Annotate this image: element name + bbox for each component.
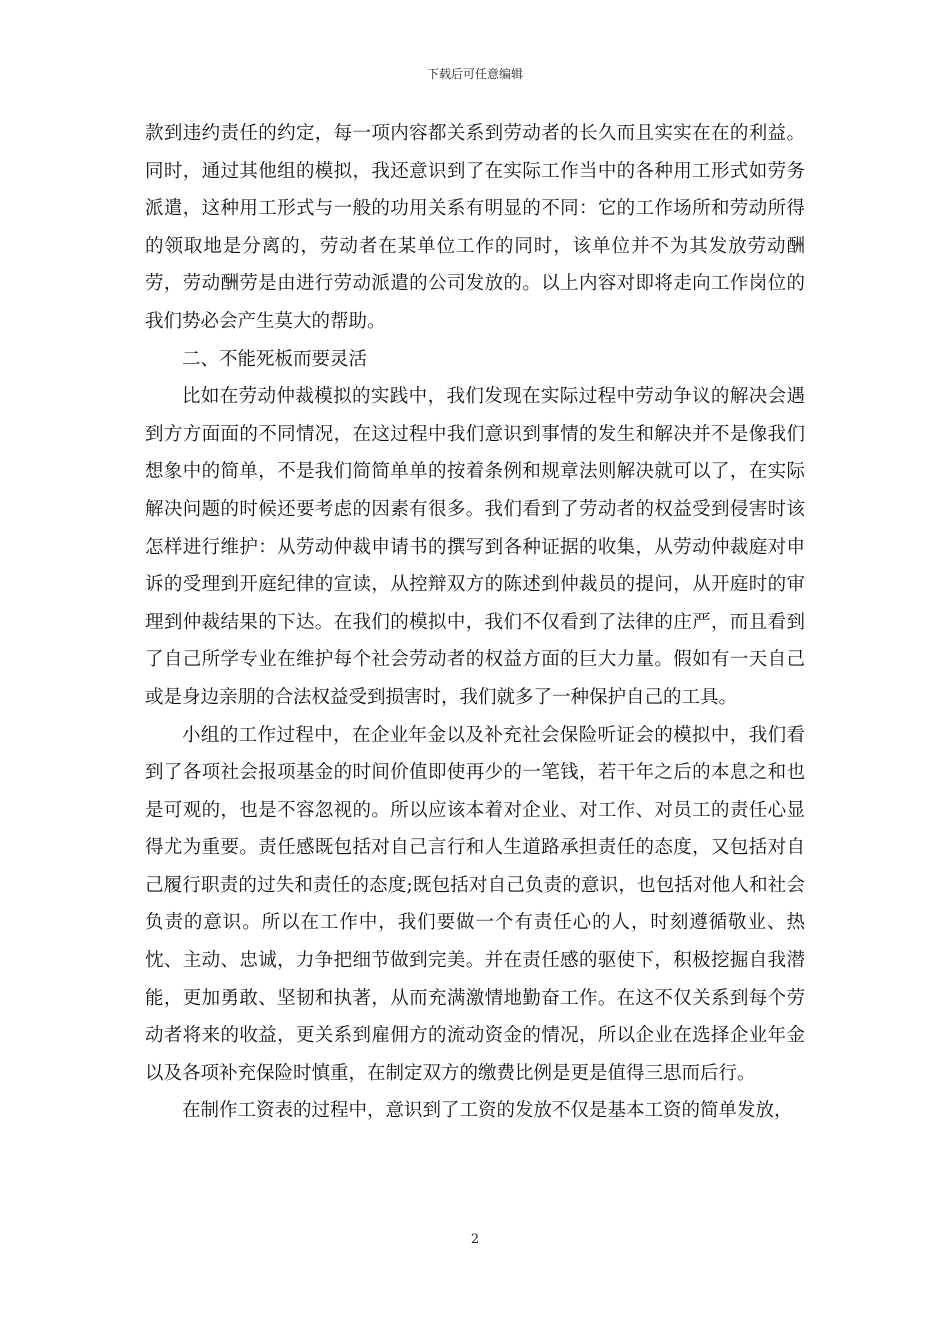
document-body: [145, 115, 805, 1130]
paragraph-1: 款到违约责任的约定，每一项内容都关系到劳动者的长久而且实实在在的利益。同时，通过其他组的模拟，我还意识到了在实际工作当中的各种用工形式如劳务派遣，这种用工形式与一般的功用关系有明显的不同：它的工作场所和劳动所得的领取地是分离的，劳动者在某单位工作的同时，该单位并不为其发放劳动酬劳，劳动酬劳是由进行劳动派遣的公司发放的。以上内容对即将走向工作岗位的我们势必会产生莫大的帮助。: [145, 123, 805, 332]
section-heading: 二、不能死板而要灵活: [182, 348, 368, 370]
paragraph-4: 在制作工资表的过程中，意识到了工资的发放不仅是基本工资的简单发放，: [182, 1100, 793, 1122]
page-header: [0, 66, 950, 82]
paragraph-2: 比如在劳动仲裁模拟的实践中，我们发现在实际过程中劳动争议的解决会遇到方方面面的不同情况，在这过程中我们意识到事情的发生和解决并不是像我们想象中的简单，不是我们简简单单的按着条例和规章法则解决就可以了，在实际解决问题的时候还要考虑的因素有很多。我们看到了劳动者的权益受到侵害时该怎样进行维护：从劳动仲裁申请书的撰写到各种证据的收集，从劳动仲裁庭对申诉的受理到开庭纪律的宣读，从控辩双方的陈述到仲裁员的提问，从开庭时的审理到仲裁结果的下达。在我们的模拟中，我们不仅看到了法律的庄严，而且看到了自己所学专业在维护每个社会劳动者的权益方面的巨大力量。假如有一天自己或是身边亲朋的合法权益受到损害时，我们就多了一种保护自己的工具。: [145, 386, 805, 708]
page-number-text: 2: [470, 1232, 480, 1247]
paragraph-3: 小组的工作过程中，在企业年金以及补充社会保险听证会的模拟中，我们看到了各项社会报项基金的时间价值即使再少的一笔钱，若干年之后的本息之和也是可观的，也是不容忽视的。所以应该本着对企业、对工作、对员工的责任心显得尤为重要。责任感既包括对自己言行和人生道路承担责任的态度，又包括对自己履行职责的过失和责任的态度;既包括对自己负责的意识，也包括对他人和社会负责的意识。所以在工作中，我们要做一个有责任心的人，时刻遵循敬业、热忱、主动、忠诚，力争把细节做到完美。并在责任感的驱使下，积极挖掘自我潜能，更加勇敢、坚韧和执著，从而充满激情地勤奋工作。在这不仅关系到每个劳动者将来的收益，更关系到雇佣方的流动资金的情况，所以企业在选择企业年金以及各项补充保险时慎重，在制定双方的缴费比例是更是值得三思而后行。: [145, 724, 805, 1084]
header-text: 下载后可任意编辑: [426, 67, 523, 81]
page-number: [0, 1232, 950, 1248]
